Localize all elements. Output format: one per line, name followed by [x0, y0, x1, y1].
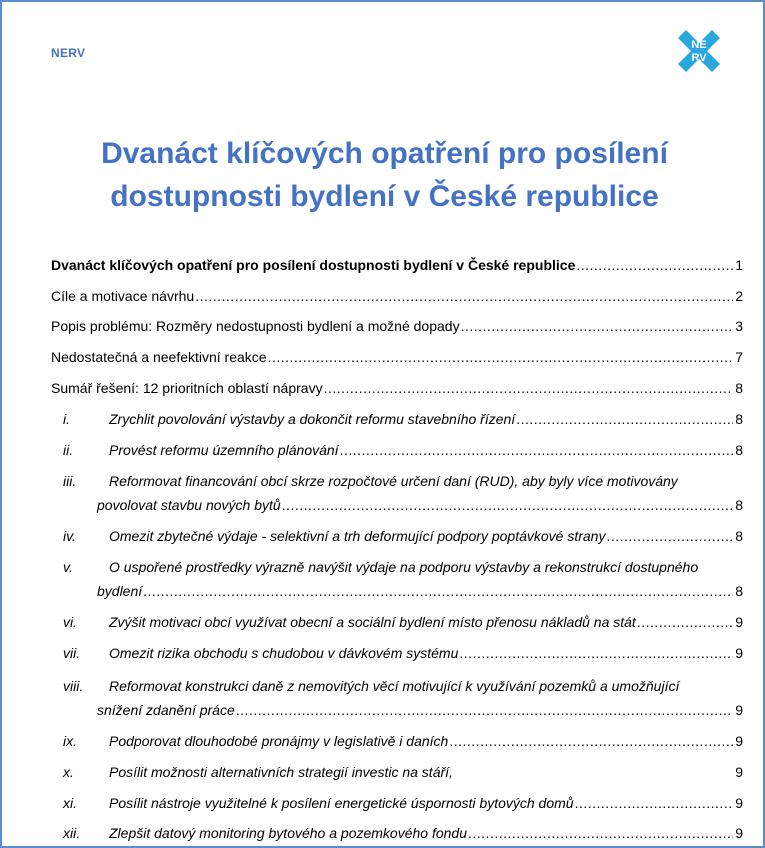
- toc-subitem-text: Zrychlit povolování výstavby a dokončit reformu stavebního řízení: [109, 411, 516, 427]
- toc-subitem[interactable]: [51, 612, 743, 632]
- toc-subitem-text: Reformovat konstrukci daně z nemovitých věcí motivující k využívání pozemků a umožňující: [109, 678, 680, 694]
- toc-entry-page: 3: [735, 318, 743, 334]
- toc-subitem[interactable]: [51, 440, 743, 460]
- toc-subitem-text: Zvýšit motivaci obcí využívat obecní a sociální bydlení místo přenosu nákladů na stát: [109, 614, 636, 630]
- toc-subitem-page: 9: [735, 645, 743, 661]
- nerv-logo-icon: [674, 26, 724, 76]
- toc-subitem-number: ii.: [63, 442, 74, 458]
- toc-entry-text: Dvanáct klíčových opatření pro posílení dostupnosti bydlení v České republice: [51, 257, 576, 273]
- toc-subitem[interactable]: [51, 793, 743, 813]
- toc-entry-text: Sumář řešení: 12 prioritních oblastí nápravy: [51, 380, 323, 396]
- org-label: NERV: [51, 46, 86, 60]
- toc-subitem-number: i.: [63, 411, 70, 427]
- toc-entry-page: 1: [735, 257, 743, 273]
- toc-subitem-text: Omezit zbytečné výdaje - selektivní a trh deformující podpory poptávkové strany: [109, 528, 606, 544]
- toc-subitem-text-continued: bydlení: [97, 583, 143, 599]
- toc-subitem-number: vi.: [63, 614, 77, 630]
- toc-subitem-number: iv.: [63, 528, 76, 544]
- toc-entry-text: Popis problému: Rozměry nedostupnosti bydlení a možné dopady: [51, 318, 460, 334]
- svg-text:NE: NE: [691, 39, 707, 51]
- toc-entry-page: 8: [735, 380, 743, 396]
- toc-entry[interactable]: [51, 286, 743, 306]
- document-title: [42, 132, 727, 218]
- title-line-2: dostupnosti bydlení v České republice: [110, 180, 659, 213]
- toc-entry-page: 2: [735, 288, 743, 304]
- toc-subitem-number: x.: [63, 764, 74, 780]
- toc-subitem-text-continued: povolovat stavbu nových bytů: [97, 497, 281, 513]
- svg-text:RV: RV: [691, 52, 707, 64]
- toc-subitem-page: 8: [735, 528, 743, 544]
- toc-subitem-text: Posílit nástroje využitelné k posílení energetické úspornosti bytových domů: [109, 795, 574, 811]
- toc-subitem-page: 9: [735, 702, 743, 718]
- title-line-1: Dvanáct klíčových opatření pro posílení: [101, 137, 668, 170]
- toc-subitem-number: viii.: [63, 678, 84, 694]
- toc-subitem[interactable]: [51, 526, 743, 546]
- toc-subitem-text: Podporovat dlouhodobé pronájmy v legislativě i daních: [109, 733, 449, 749]
- toc-subitem-number: xi.: [63, 795, 77, 811]
- toc-subitem-number: iii.: [63, 473, 77, 489]
- toc-subitem-text: Zlepšit datový monitoring bytového a pozemkového fondu: [109, 825, 467, 841]
- toc-entry[interactable]: [51, 347, 743, 367]
- toc-subitem-number: ix.: [63, 733, 77, 749]
- toc-subitem-number: xii.: [63, 825, 81, 841]
- toc-subitem[interactable]: [51, 762, 743, 782]
- toc-subitem[interactable]: [51, 643, 743, 663]
- toc-subitem-page: 9: [735, 795, 743, 811]
- toc-subitem[interactable]: [51, 409, 743, 429]
- toc-subitem[interactable]: [51, 557, 743, 601]
- toc-entry[interactable]: [51, 316, 743, 336]
- toc-entry-page: 7: [735, 349, 743, 365]
- toc-entry-text: Cíle a motivace návrhu: [51, 288, 195, 304]
- toc-subitem-text: Provést reformu územního plánování: [109, 442, 339, 458]
- toc-subitem[interactable]: [51, 731, 743, 751]
- toc-entry[interactable]: [51, 255, 743, 275]
- toc-subitem-text: Posílit možnosti alternativních strategií investic na stáří,: [109, 764, 453, 780]
- toc-subitem[interactable]: [51, 676, 743, 720]
- toc-subitem-text: Omezit rizika obchodu s chudobou v dávkovém systému: [109, 645, 459, 661]
- toc-subitem[interactable]: [51, 823, 743, 843]
- toc-subitem-number: vii.: [63, 645, 81, 661]
- toc-subitem-text: Reformovat financování obcí skrze rozpočtové určení daní (RUD), aby byly více motivovány: [109, 473, 678, 489]
- toc-subitem-page: 9: [735, 614, 743, 630]
- toc-subitem-page: 9: [735, 733, 743, 749]
- toc-subitem-page: 8: [735, 411, 743, 427]
- toc-entry[interactable]: [51, 378, 743, 398]
- toc-entry-text: Nedostatečná a neefektivní reakce: [51, 349, 267, 365]
- toc-subitem[interactable]: [51, 471, 743, 515]
- toc-subitem-page: 8: [735, 442, 743, 458]
- toc-subitem-page: 9: [735, 825, 743, 841]
- nerv-logo: [674, 26, 724, 76]
- toc-subitem-page: 8: [735, 583, 743, 599]
- toc-subitem-page: 9: [735, 764, 743, 780]
- toc-subitem-text-continued: snížení zdanění práce: [97, 702, 235, 718]
- toc-subitem-page: 8: [735, 497, 743, 513]
- toc-subitem-number: v.: [63, 559, 73, 575]
- toc-subitem-text: O uspořené prostředky výrazně navýšit výdaje na podporu výstavby a rekonstrukcí dostupného: [109, 559, 699, 575]
